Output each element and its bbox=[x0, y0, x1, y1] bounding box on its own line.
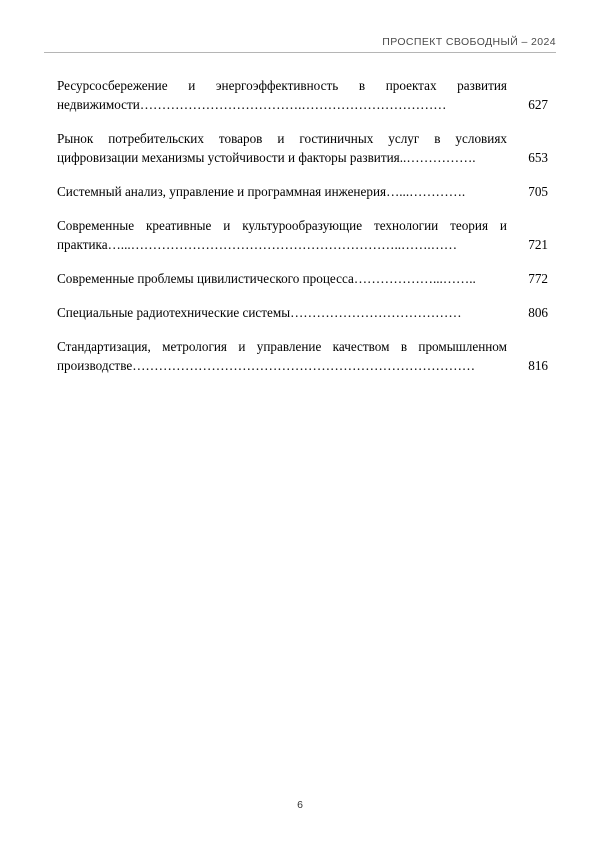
header-rule bbox=[44, 52, 556, 53]
toc-entry bbox=[57, 216, 548, 254]
toc-entry-title: Рынок потребительских товаров и гостиничных услуг в условиях цифровизации механизмы устойчивости и факторы развития..……………. bbox=[57, 131, 507, 165]
toc-entry-page: 653 bbox=[528, 150, 548, 165]
toc-entry bbox=[57, 182, 548, 201]
toc-entry-page: 816 bbox=[528, 358, 548, 373]
toc-entry-page: 806 bbox=[528, 305, 548, 320]
toc-entry-title: Современные креативные и культурообразующие технологии теория и практика…...……………………………………………………..…….…… bbox=[57, 218, 507, 252]
toc-entry bbox=[57, 269, 548, 288]
toc-entry-page: 705 bbox=[528, 184, 548, 199]
toc-entry-title: Специальные радиотехнические системы………………………………… bbox=[57, 305, 462, 320]
toc-entry-title: Ресурсосбережение и энергоэффективность в проектах развития недвижимости……………………………….…………………………… bbox=[57, 78, 507, 112]
toc-entry-page: 721 bbox=[528, 237, 548, 252]
toc-entry-page: 772 bbox=[528, 271, 548, 286]
toc-entry-title: Системный анализ, управление и программная инженерия…...…………. bbox=[57, 184, 466, 199]
toc-entry bbox=[57, 303, 548, 322]
toc-entry bbox=[57, 129, 548, 167]
page-number: 6 bbox=[297, 799, 303, 811]
toc-entry-page: 627 bbox=[528, 97, 548, 112]
toc-entry bbox=[57, 337, 548, 375]
toc-entry bbox=[57, 76, 548, 114]
running-header: ПРОСПЕКТ СВОБОДНЫЙ – 2024 bbox=[382, 36, 556, 48]
toc-entry-title: Стандартизация, метрология и управление качеством в промышленном производстве…………………………………………………………………… bbox=[57, 339, 507, 373]
toc-entry-title: Современные проблемы цивилистического процесса………………...…….. bbox=[57, 271, 476, 286]
table-of-contents bbox=[57, 76, 548, 390]
